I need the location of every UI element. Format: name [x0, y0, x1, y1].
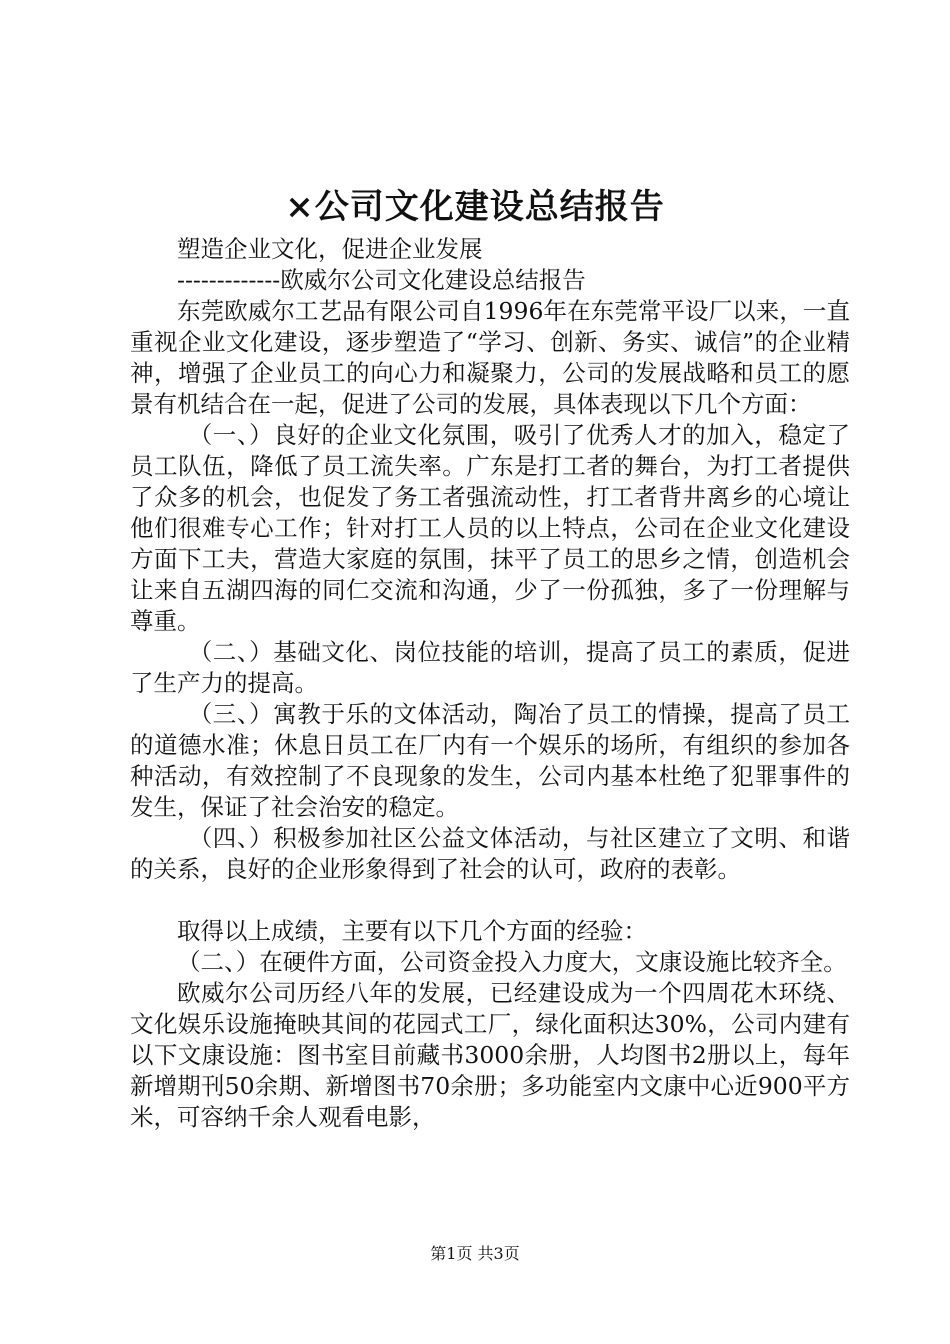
document-body — [130, 234, 850, 1133]
paragraph-intro: 东莞欧威尔工艺品有限公司自1996年在东莞常平设厂以来，一直重视企业文化建设，逐步塑造了“学习、创新、务实、诚信”的企业精神，增强了企业员工的向心力和凝聚力，公司的发展战略和员工的愿景有机结合在一起，促进了公司的发展，具体表现以下几个方面： — [130, 297, 850, 418]
subtitle-line: 塑造企业文化，促进企业发展 — [177, 235, 483, 263]
paragraph-point-2: （二、）基础文化、岗位技能的培训，提高了员工的素质，促进了生产力的提高。 — [130, 638, 850, 697]
paragraph-point-1: （一、）良好的企业文化氛围，吸引了优秀人才的加入，稳定了员工队伍，降低了员工流失率。广东是打工者的舞台，为打工者提供了众多的机会，也促发了务工者强流动性，打工者背井离乡的心境让他们很难专心工作；针对打工人员的以上特点，公司在企业文化建设方面下工夫，营造大家庭的氛围，抹平了员工的思乡之情，创造机会让来自五湖四海的同仁交流和沟通，少了一份孤独，多了一份理解与尊重。 — [130, 421, 850, 635]
paragraph-spacer — [130, 885, 850, 916]
paragraph-point-4: （四、）积极参加社区公益文体活动，与社区建立了文明、和谐的关系，良好的企业形象得到了社会的认可，政府的表彰。 — [130, 824, 850, 883]
document-title: ×公司文化建设总结报告 — [285, 187, 665, 227]
subtitle-attribution: -------------欧威尔公司文化建设总结报告 — [177, 266, 586, 294]
paragraph-hardware: （二、）在硬件方面，公司资金投入力度大，文康设施比较齐全。 — [177, 948, 847, 976]
paragraph-point-3: （三、）寓教于乐的文体活动，陶冶了员工的情操，提高了员工的道德水准；休息日员工在厂内有一个娱乐的场所，有组织的参加各种活动，有效控制了不良现象的发生，公司内基本杜绝了犯罪事件的发生，保证了社会治安的稳定。 — [130, 700, 850, 821]
page-footer: 第1页 共3页 — [430, 1244, 520, 1263]
paragraph-experience-intro: 取得以上成绩，主要有以下几个方面的经验： — [177, 917, 647, 945]
paragraph-facilities: 欧威尔公司历经八年的发展，已经建设成为一个四周花木环绕、文化娱乐设施掩映其间的花园式工厂，绿化面积达30%，公司内建有以下文康设施：图书室目前藏书3000余册，人均图书2册以上，每年新增期刊50余期、新增图书70余册；多功能室内文康中心近900平方米，可容纳千余人观看电影， — [130, 979, 850, 1131]
